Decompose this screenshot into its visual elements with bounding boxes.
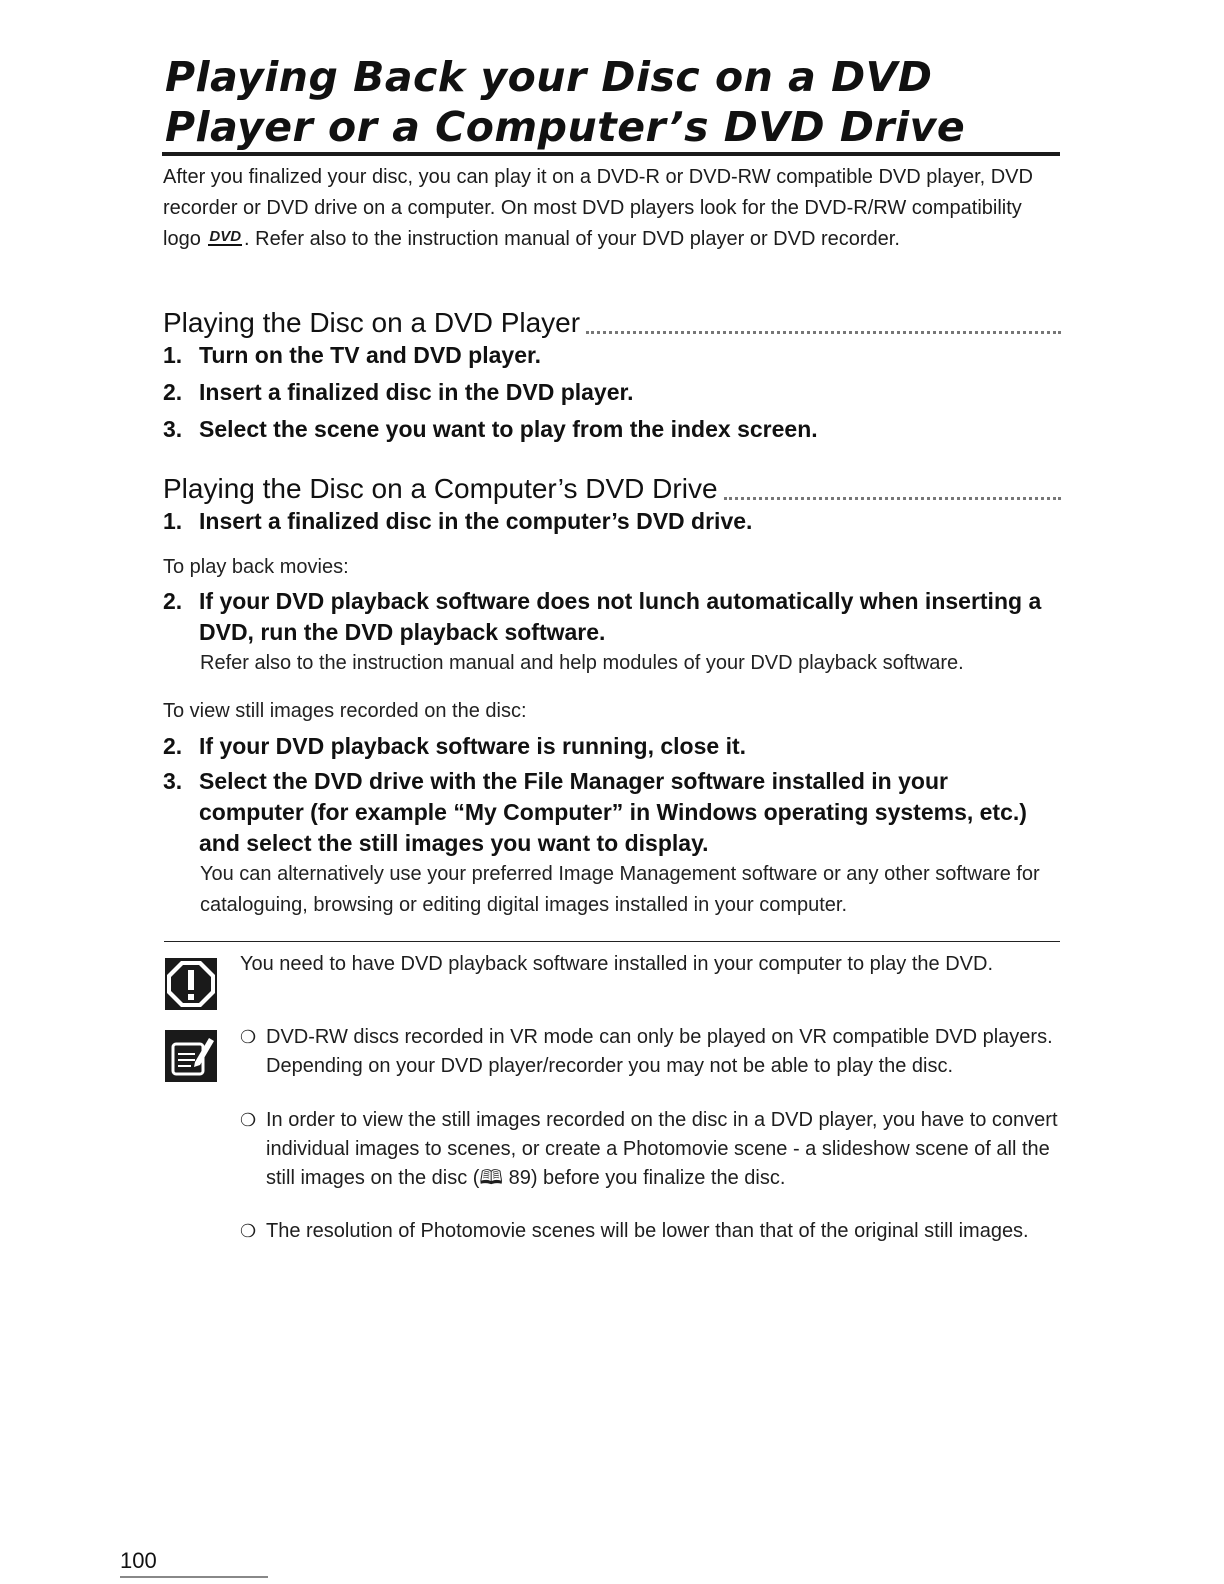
- step-3-stills-note: You can alternatively use your preferred Image Management software or any other software for cataloguing, browsing or editing digital images installed in your computer.: [200, 863, 1040, 916]
- caution-text: You need to have DVD playback software installed in your computer to play the DVD.: [240, 953, 994, 975]
- dvd-logo-icon: DVD: [209, 227, 242, 245]
- step-3-stills: 3. Select the DVD drive with the File Manager software installed in your computer (for example “My Computer” in Windows operating systems, etc.) and select the still images you want to display.: [163, 768, 1027, 856]
- step-2-movies: 2. If your DVD playback software does not lunch automatically when inserting a DVD, run the DVD playback software.: [163, 588, 1042, 645]
- section-heading-dvd-player: Playing the Disc on a DVD Player: [163, 300, 1061, 340]
- stills-label: To view still images recorded on the disc:: [163, 700, 527, 722]
- section-heading-computer-drive: Playing the Disc on a Computer’s DVD Drive: [163, 466, 1061, 506]
- note-bullet-1: ❍ DVD-RW discs recorded in VR mode can only be played on VR compatible DVD players. Depending on your DVD player/recorder you may not be able to play the disc.: [240, 1026, 1053, 1077]
- intro-paragraph: After you finalized your disc, you can play it on a DVD-R or DVD-RW compatible DVD player, DVD recorder or DVD drive on a computer. On most DVD players look for the DVD-R/RW compatibility logo DVD . Refer also to the instruction manual of your DVD player or DVD recorder.: [163, 166, 1033, 250]
- step-1-computer: 1. Insert a finalized disc in the computer’s DVD drive.: [163, 508, 753, 534]
- step-2-movies-note: Refer also to the instruction manual and help modules of your DVD playback software.: [200, 652, 964, 674]
- caution-icon: [165, 958, 217, 1010]
- step-2: 2. Insert a finalized disc in the DVD player.: [163, 379, 634, 405]
- page-title: Playing Back your Disc on a DVD Player or a Computer’s DVD Drive: [165, 53, 966, 151]
- memo-icon: [165, 1030, 217, 1082]
- title-rule: [162, 152, 1060, 156]
- note-bullet-2: ❍ In order to view the still images recorded on the disc in a DVD player, you have to convert individual images to scenes, or create a Photomovie scene - a slideshow scene of all the still images on the disc (🕮 89) before you finalize the disc.: [240, 1109, 1058, 1189]
- heading-dotted-rule: [586, 331, 1061, 334]
- heading-dotted-rule: [724, 497, 1061, 500]
- movies-label: To play back movies:: [163, 556, 349, 578]
- note-bullet-3: ❍ The resolution of Photomovie scenes will be lower than that of the original still images.: [240, 1220, 1029, 1242]
- step-1: 1. Turn on the TV and DVD player.: [163, 342, 542, 368]
- step-3: 3. Select the scene you want to play from the index screen.: [163, 416, 818, 442]
- book-icon: 🕮: [479, 1167, 504, 1189]
- notes-rule: [164, 941, 1060, 942]
- page-number-rule: [120, 1576, 268, 1578]
- page-number: 100: [120, 1548, 157, 1573]
- step-2-stills: 2. If your DVD playback software is running, close it.: [163, 733, 747, 759]
